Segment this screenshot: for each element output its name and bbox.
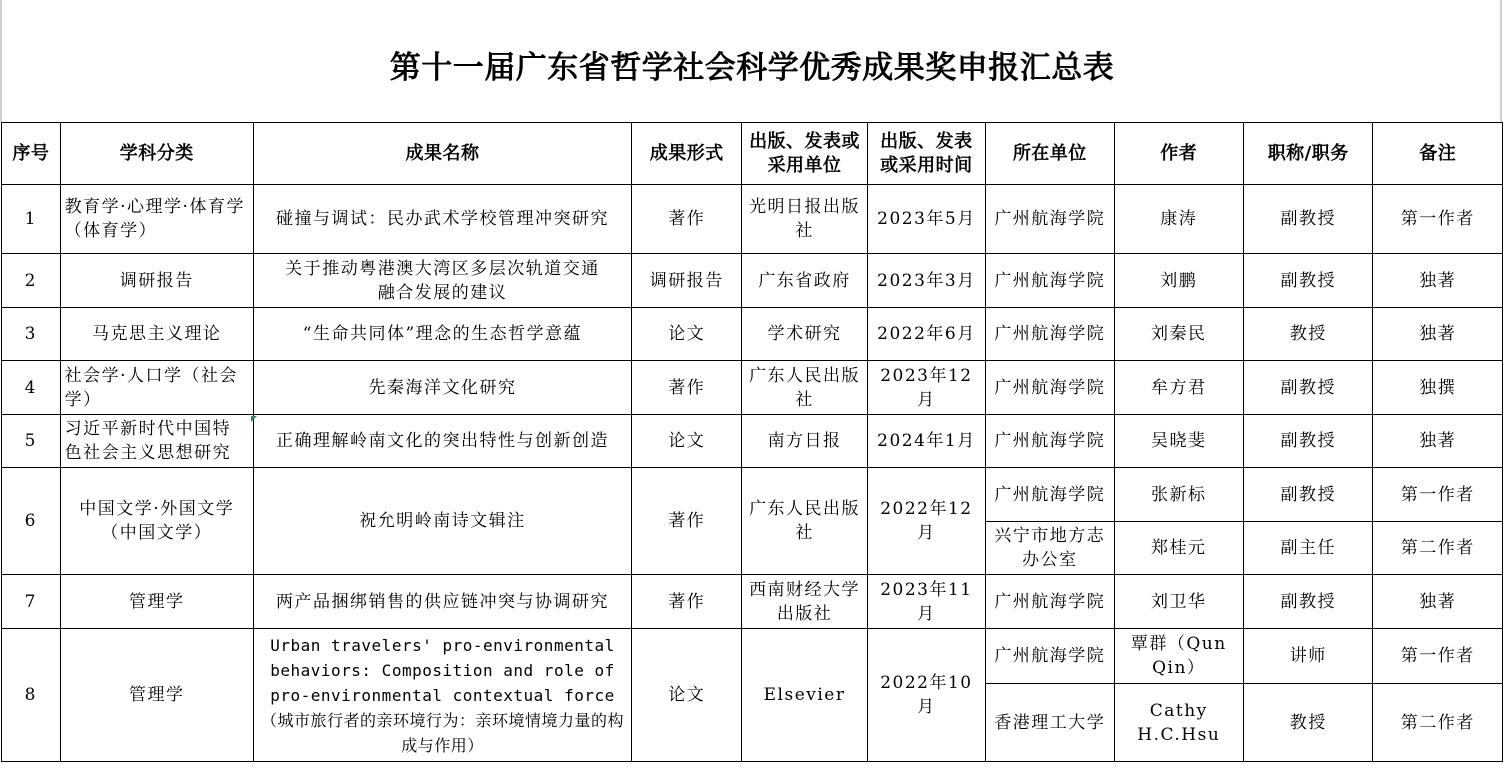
comment-marker-icon — [251, 416, 257, 422]
cell-no[interactable]: 7 — [2, 575, 61, 629]
cell-note[interactable]: 独著 — [1373, 575, 1503, 629]
cell-subject[interactable]: 马克思主义理论 — [60, 308, 253, 361]
cell-unit[interactable]: 广州航海学院 — [986, 254, 1114, 308]
cell-time[interactable]: 2023年12月 — [867, 361, 985, 415]
cell-note[interactable]: 独著 — [1373, 254, 1503, 308]
cell-name[interactable]: 正确理解岭南文化的突出特性与创新创造 — [253, 415, 631, 468]
cell-form[interactable]: 论文 — [632, 308, 742, 361]
cell-note[interactable]: 第二作者 — [1373, 522, 1503, 575]
cell-author[interactable]: 郑桂元 — [1114, 522, 1243, 575]
cell-unit[interactable]: 兴宁市地方志办公室 — [986, 522, 1114, 575]
cell-unit[interactable]: 广州航海学院 — [986, 575, 1114, 629]
table-row — [2, 185, 1503, 254]
table-row — [2, 361, 1503, 415]
cell-note[interactable]: 独著 — [1373, 308, 1503, 361]
cell-no[interactable]: 2 — [2, 254, 61, 308]
cell-time[interactable]: 2023年3月 — [867, 254, 985, 308]
cell-no[interactable]: 4 — [2, 361, 61, 415]
cell-time[interactable]: 2023年5月 — [867, 185, 985, 254]
cell-name[interactable]: 祝允明岭南诗文辑注 — [253, 468, 631, 575]
cell-unit[interactable]: 广州航海学院 — [986, 185, 1114, 254]
cell-name[interactable]: 碰撞与调试：民办武术学校管理冲突研究 — [253, 185, 631, 254]
summary-table — [1, 122, 1503, 762]
cell-rank[interactable]: 副教授 — [1244, 415, 1373, 468]
cell-author[interactable]: 刘卫华 — [1114, 575, 1243, 629]
cell-unit[interactable]: 香港理工大学 — [986, 684, 1114, 762]
cell-rank[interactable]: 副教授 — [1244, 575, 1373, 629]
cell-subject[interactable]: 习近平新时代中国特色社会主义思想研究 — [60, 415, 253, 468]
cell-rank[interactable]: 讲师 — [1244, 629, 1373, 684]
header-author[interactable]: 作者 — [1114, 123, 1243, 185]
cell-note[interactable]: 第二作者 — [1373, 684, 1503, 762]
header-row — [2, 123, 1503, 185]
cell-author[interactable]: 刘秦民 — [1114, 308, 1243, 361]
cell-no[interactable]: 3 — [2, 308, 61, 361]
cell-publisher[interactable]: 学术研究 — [742, 308, 867, 361]
cell-form[interactable]: 论文 — [632, 415, 742, 468]
header-form[interactable]: 成果形式 — [632, 123, 742, 185]
cell-subject[interactable]: 管理学 — [60, 629, 253, 762]
title-band — [0, 0, 1504, 122]
cell-name[interactable]: 两产品捆绑销售的供应链冲突与协调研究 — [253, 575, 631, 629]
cell-time[interactable]: 2024年1月 — [867, 415, 985, 468]
table-row — [2, 629, 1503, 684]
cell-publisher[interactable]: 广东省政府 — [742, 254, 867, 308]
header-note[interactable]: 备注 — [1373, 123, 1503, 185]
cell-time[interactable]: 2022年10月 — [867, 629, 985, 762]
cell-note[interactable]: 第一作者 — [1373, 185, 1503, 254]
cell-author[interactable]: Cathy H.C.Hsu — [1114, 684, 1243, 762]
cell-rank[interactable]: 教授 — [1244, 684, 1373, 762]
cell-form[interactable]: 著作 — [632, 185, 742, 254]
cell-subject[interactable]: 调研报告 — [60, 254, 253, 308]
table-row — [2, 254, 1503, 308]
cell-time[interactable]: 2022年12月 — [867, 468, 985, 575]
cell-publisher[interactable]: 南方日报 — [742, 415, 867, 468]
cell-rank[interactable]: 副教授 — [1244, 185, 1373, 254]
cell-subject[interactable]: 中国文学·外国文学（中国文学） — [60, 468, 253, 575]
header-name[interactable]: 成果名称 — [253, 123, 631, 185]
cell-no[interactable]: 5 — [2, 415, 61, 468]
cell-author[interactable]: 张新标 — [1114, 468, 1243, 522]
table-row — [2, 308, 1503, 361]
cell-publisher[interactable]: 西南财经大学出版社 — [742, 575, 867, 629]
header-publisher[interactable]: 出版、发表或采用单位 — [742, 123, 867, 185]
header-time[interactable]: 出版、发表或采用时间 — [867, 123, 985, 185]
cell-name[interactable]: 关于推动粤港澳大湾区多层次轨道交通融合发展的建议 — [253, 254, 631, 308]
cell-author[interactable]: 康涛 — [1114, 185, 1243, 254]
cell-unit[interactable]: 广州航海学院 — [986, 308, 1114, 361]
table-row — [2, 415, 1503, 468]
cell-publisher[interactable]: 广东人民出版社 — [742, 361, 867, 415]
cell-author[interactable]: 刘鹏 — [1114, 254, 1243, 308]
cell-publisher[interactable]: Elsevier — [742, 629, 867, 762]
cell-publisher[interactable]: 光明日报出版社 — [742, 185, 867, 254]
cell-author[interactable]: 吴晓斐 — [1114, 415, 1243, 468]
cell-note[interactable]: 独著 — [1373, 415, 1503, 468]
cell-subject[interactable]: 社会学·人口学（社会学） — [60, 361, 253, 415]
cell-name[interactable]: 先秦海洋文化研究 — [253, 361, 631, 415]
header-rank[interactable]: 职称/职务 — [1244, 123, 1373, 185]
cell-note[interactable]: 第一作者 — [1373, 629, 1503, 684]
header-subject[interactable]: 学科分类 — [60, 123, 253, 185]
cell-rank[interactable]: 副教授 — [1244, 468, 1373, 522]
cell-rank[interactable]: 副主任 — [1244, 522, 1373, 575]
cell-subject[interactable]: 教育学·心理学·体育学（体育学） — [60, 185, 253, 254]
cell-unit[interactable]: 广州航海学院 — [986, 468, 1114, 522]
cell-no[interactable]: 8 — [2, 629, 61, 762]
cell-publisher[interactable]: 广东人民出版社 — [742, 468, 867, 575]
cell-unit[interactable]: 广州航海学院 — [986, 629, 1114, 684]
cell-rank[interactable]: 副教授 — [1244, 361, 1373, 415]
cell-form[interactable]: 论文 — [632, 629, 742, 762]
table-row — [2, 575, 1503, 629]
header-unit[interactable]: 所在单位 — [986, 123, 1114, 185]
page-title: 第十一届广东省哲学社会科学优秀成果奖申报汇总表 — [389, 50, 1115, 86]
cell-author[interactable]: 牟方君 — [1114, 361, 1243, 415]
cell-note[interactable]: 第一作者 — [1373, 468, 1503, 522]
cell-author[interactable]: 覃群（Qun Qin） — [1114, 629, 1243, 684]
cell-form[interactable]: 著作 — [632, 575, 742, 629]
cell-form[interactable]: 著作 — [632, 361, 742, 415]
cell-note[interactable]: 独撰 — [1373, 361, 1503, 415]
cell-no[interactable]: 1 — [2, 185, 61, 254]
cell-name[interactable]: “生命共同体”理念的生态哲学意蕴 — [253, 308, 631, 361]
cell-no[interactable]: 6 — [2, 468, 61, 575]
cell-form[interactable]: 著作 — [632, 468, 742, 575]
header-no[interactable]: 序号 — [2, 123, 61, 185]
cell-rank[interactable]: 副教授 — [1244, 254, 1373, 308]
cell-rank[interactable]: 教授 — [1244, 308, 1373, 361]
cell-time[interactable]: 2022年6月 — [867, 308, 985, 361]
cell-subject[interactable]: 管理学 — [60, 575, 253, 629]
table-row — [2, 468, 1503, 522]
cell-form[interactable]: 调研报告 — [632, 254, 742, 308]
cell-name[interactable]: Urban travelers' pro-environmental behaviors: Composition and role of pro-environmental contextual force（城市旅行者的亲环境行为：亲环境情境力量的构成与作用） — [253, 629, 631, 762]
cell-unit[interactable]: 广州航海学院 — [986, 361, 1114, 415]
cell-time[interactable]: 2023年11月 — [867, 575, 985, 629]
cell-unit[interactable]: 广州航海学院 — [986, 415, 1114, 468]
